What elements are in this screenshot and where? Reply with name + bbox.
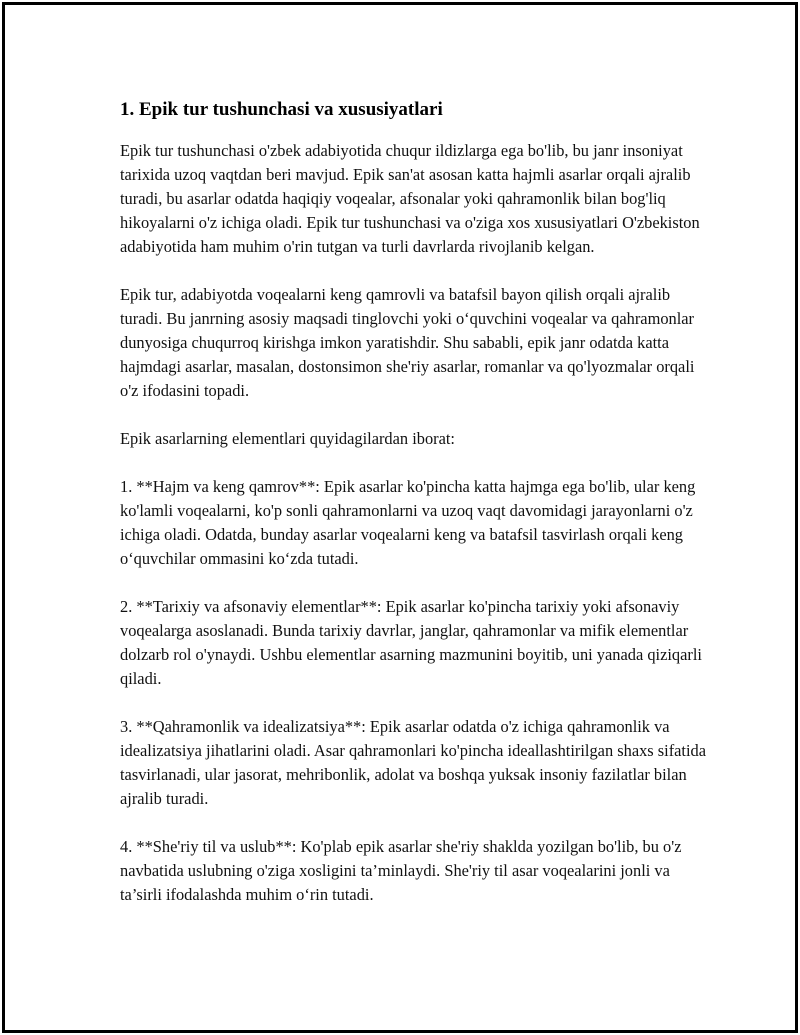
paragraph-elements-lead: Epik asarlarning elementlari quyidagilardan iborat: (120, 429, 455, 448)
list-item-volume: 1. **Hajm va keng qamrov**: Epik asarlar ko'pincha katta hajmga ega bo'lib, ular keng ko'lamli voqealarni, ko'p sonli qahramonlarni va uzoq vaqt davomidagi jarayonlarni o'z ichiga oladi. Odatda, bunday asarlar voqealarni keng va batafsil tasvirlash orqali keng o‘quvchilar ommasini ko‘zda tutadi. (120, 477, 696, 568)
list-item-poetic-language: 4. **She'riy til va uslub**: Ko'plab epik asarlar she'riy shaklda yozilgan bo'lib, bu o'z navbatida uslubning o'ziga xosligini ta’minlaydi. She'riy til asar voqealarini jonli va ta’sirli ifodalashda muhim o‘rin tutadi. (120, 837, 682, 904)
list-item-heroism: 3. **Qahramonlik va idealizatsiya**: Epik asarlar odatda o'z ichiga qahramonlik va idealizatsiya jihatlarini oladi. Asar qahramonlari ko'pincha ideallashtirilgan shaxs sifatida tasvirlanadi, ular jasorat, mehribonlik, adolat va boshqa yuksak insoniy fazilatlar bilan ajralib turadi. (120, 717, 707, 808)
document-body (120, 97, 710, 931)
paragraph-definition: Epik tur, adabiyotda voqealarni keng qamrovli va batafsil bayon qilish orqali ajralib turadi. Bu janrning asosiy maqsadi tinglovchi yoki o‘quvchini voqealar va qahramonlar dunyosiga chuqurroq kirishga imkon yaratishdir. Shu sababli, epik janr odatda katta hajmdagi asarlar, masalan, dostonsimon she'riy asarlar, romanlar va qo'lyozmalar orqali o'z ifodasini topadi. (120, 285, 695, 400)
section-heading: 1. Epik tur tushunchasi va xususiyatlari (120, 99, 443, 120)
document-page (2, 2, 798, 1033)
list-item-historical: 2. **Tarixiy va afsonaviy elementlar**: Epik asarlar ko'pincha tarixiy yoki afsonaviy voqealarga asoslanadi. Bunda tarixiy davrlar, janglar, qahramonlar va mifik elementlar dolzarb rol o'ynaydi. Ushbu elementlar asarning mazmunini boyitib, uni yanada qiziqarli qiladi. (120, 597, 702, 688)
paragraph-intro: Epik tur tushunchasi o'zbek adabiyotida chuqur ildizlarga ega bo'lib, bu janr insoniyat tarixida uzoq vaqtdan beri mavjud. Epik san'at asosan katta hajmli asarlar orqali ajralib turadi, bu asarlar odatda haqiqiy voqealar, afsonalar yoki qahramonlik bilan bog'liq hikoyalarni o'z ichiga oladi. Epik tur tushunchasi va o'ziga xos xususiyatlari O'zbekiston adabiyotida ham muhim o'rin tutgan va turli davrlarda rivojlanib kelgan. (120, 141, 700, 256)
